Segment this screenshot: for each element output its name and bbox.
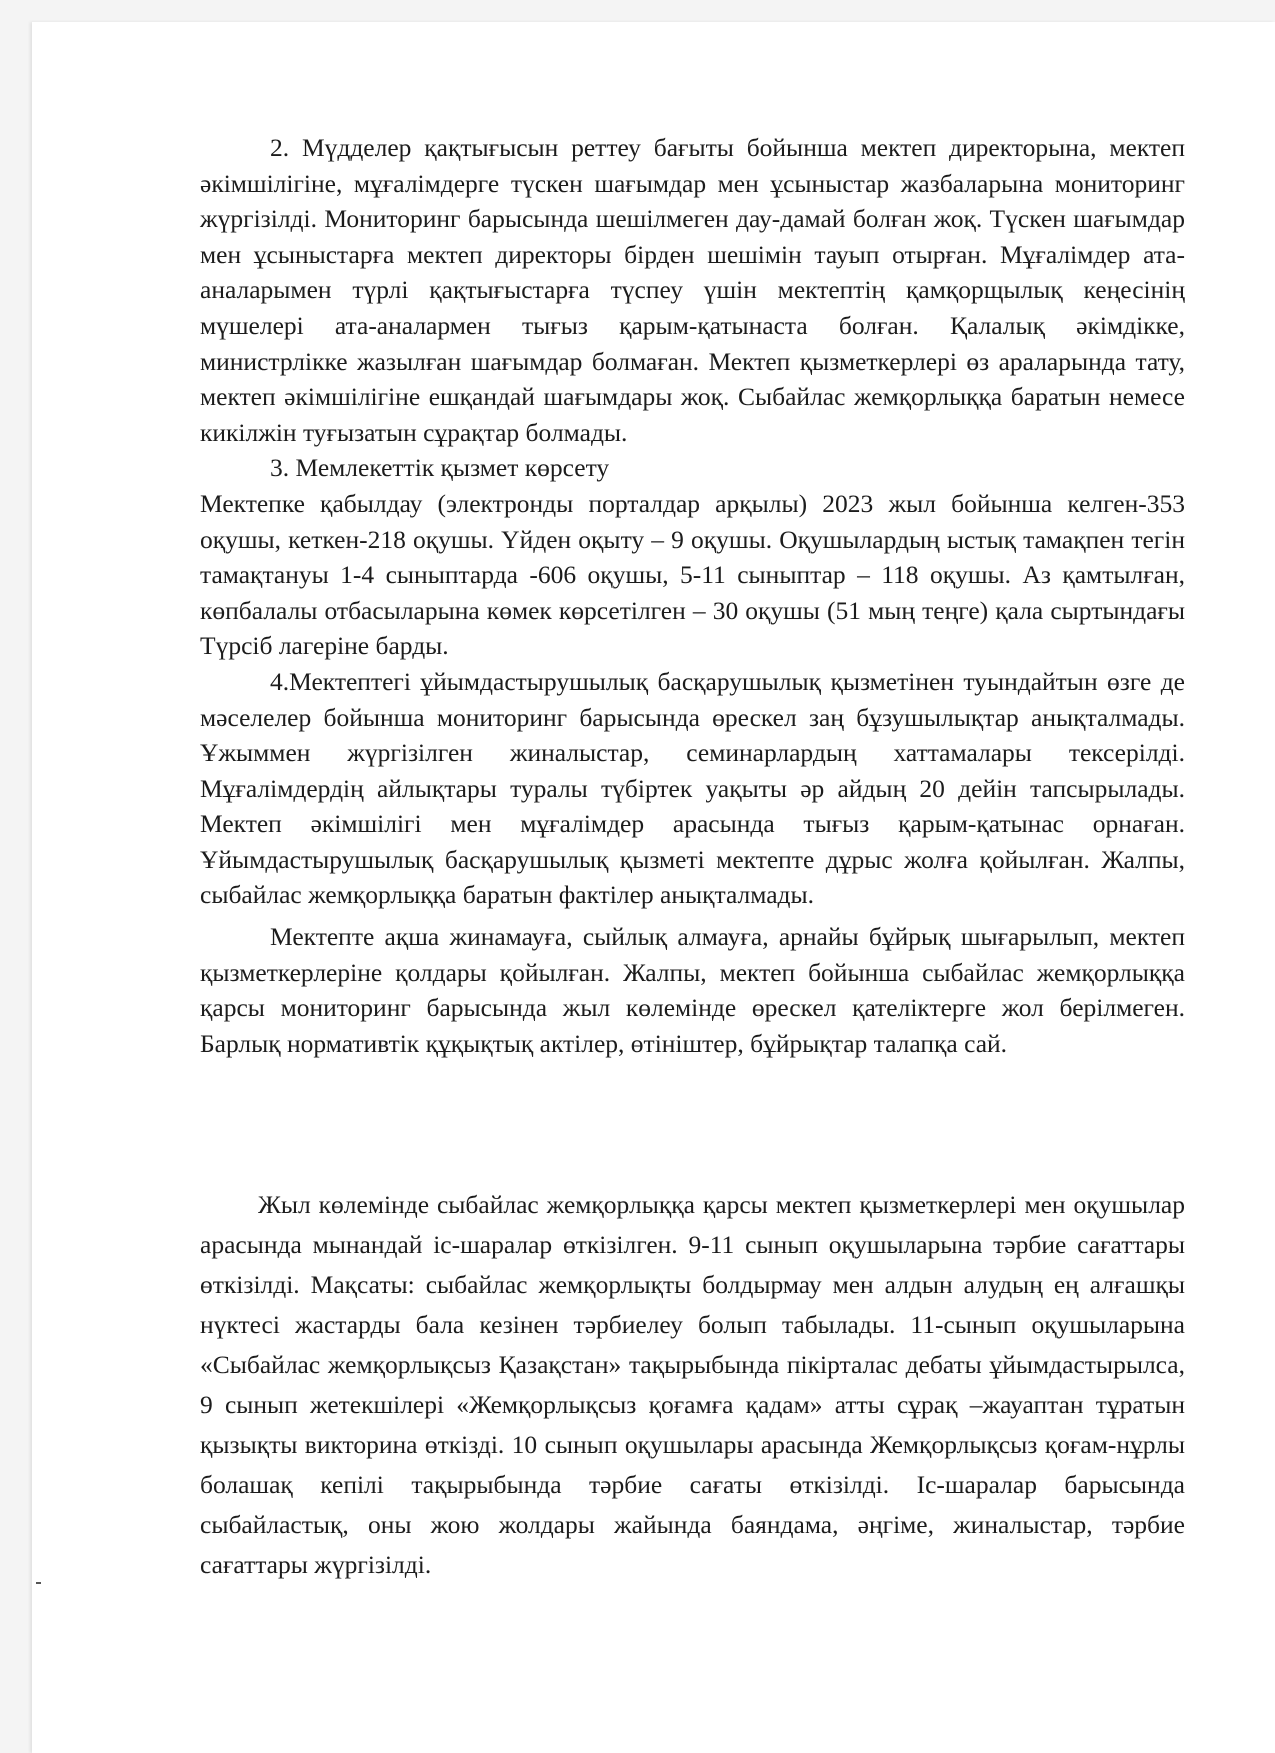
section-heading-public-services: 3. Мемлекеттік қызмет көрсету: [270, 453, 610, 483]
scan-mark: [36, 1582, 41, 1584]
paragraph-public-services: Мектепке қабылдау (электронды порталдар арқылы) 2023 жыл бойынша келген-353 оқушы, кеткен-218 оқушы. Үйден оқыту – 9 оқушы. Оқушылардың ыстық тамақпен тегін тамақтануы 1-4 сыныптарда -606 оқушы, 5-11 сыныптар – 118 оқушы. Аз қамтылған, көпбалалы отбасыларына көмек көрсетілген – 30 оқушы (51 мың теңге) қала сыртындағы Түрсіб лагеріне барды.: [200, 488, 1185, 661]
document-body: [200, 130, 1185, 1061]
paragraph-conflict-of-interest: 2. Мүдделер қақтығысын реттеу бағыты бойынша мектеп директорына, мектеп әкімшілігіне, мұғалімдерге түскен шағымдар мен ұсыныстар жазбаларына мониторинг жүргізілді. Мониторинг барысында шешілмеген дау-дамай болған жоқ. Түскен шағымдар мен ұсыныстарға мектеп директоры бірден шешімін тауып отырған. Мұғалімдер ата-аналарымен түрлі қақтығыстарға түспеу үшін мектептің қамқорщылық кеңесінің мүшелері ата-аналармен тығыз қарым-қатынаста болған. Қалалық әкімдікке, министрлікке жазылған шағымдар болмаған. Мектеп қызметкерлері өз араларында тату, мектеп әкімшілігіне ешқандай шағымдары жоқ. Сыбайлас жемқорлыққа баратын немесе кикілжін туғызатын сұрақтар болмады.: [200, 133, 1185, 447]
document-body-continued: [200, 1185, 1185, 1585]
paragraph-organizational-management: 4.Мектептегі ұйымдастырушылық басқарушылық қызметінен туындайтын өзге де мәселелер бойынша мониторинг барысында өрескел заң бұзушылықтар анықталмады. Ұжыммен жүргізілген жиналыстар, семинарлардың хаттамалары тексерілді. Мұғалімдердің айлықтары туралы түбіртек уақыты әр айдың 20 дейін тапсырылады. Мектеп әкімшілігі мен мұғалімдер арасында тығыз қарым-қатынас орнаған. Ұйымдастырушылық басқарушылық қызметі мектепте дұрыс жолға қойылған. Жалпы, сыбайлас жемқорлыққа баратын фактілер анықталмады.: [200, 666, 1185, 910]
paragraph-anti-corruption-events: Жыл көлемінде сыбайлас жемқорлыққа қарсы мектеп қызметкерлері мен оқушылар арасында мынандай іс-шаралар өткізілген. 9-11 сынып оқушыларына тәрбие сағаттары өткізілді. Мақсаты: сыбайлас жемқорлықты болдырмау мен алдын алудың ең алғашқы нүктесі жастарды бала кезінен тәрбиелеу болып табылады. 11-сынып оқушыларына «Сыбайлас жемқорлықсыз Қазақстан» тақырыбында пікірталас дебаты ұйымдастырылса, 9 сынып жетекшілері «Жемқорлықсыз қоғамға қадам» атты сұрақ –жауаптан тұратын қызықты викторина өткізді. 10 сынып оқушылары арасында Жемқорлықсыз қоғам-нұрлы болашақ кепілі тақырыбында тәрбие сағаты өткізілді. Іс-шаралар барысында сыбайластық, оны жою жолдары жайында баяндама, әңгіме, жиналыстар, тәрбие сағаттары жүргізілді.: [200, 1190, 1185, 1579]
paragraph-gift-prohibition: Мектепте ақша жинамауға, сыйлық алмауға, арнайы бұйрық шығарылып, мектеп қызметкерлеріне қолдары қойылған. Жалпы, мектеп бойынша сыбайлас жемқорлыққа қарсы мониторинг барысында жыл көлемінде өрескел қателіктерге жол берілмеген. Барлық нормативтік құқықтық актілер, өтініштер, бұйрықтар талапқа сай.: [200, 922, 1185, 1058]
